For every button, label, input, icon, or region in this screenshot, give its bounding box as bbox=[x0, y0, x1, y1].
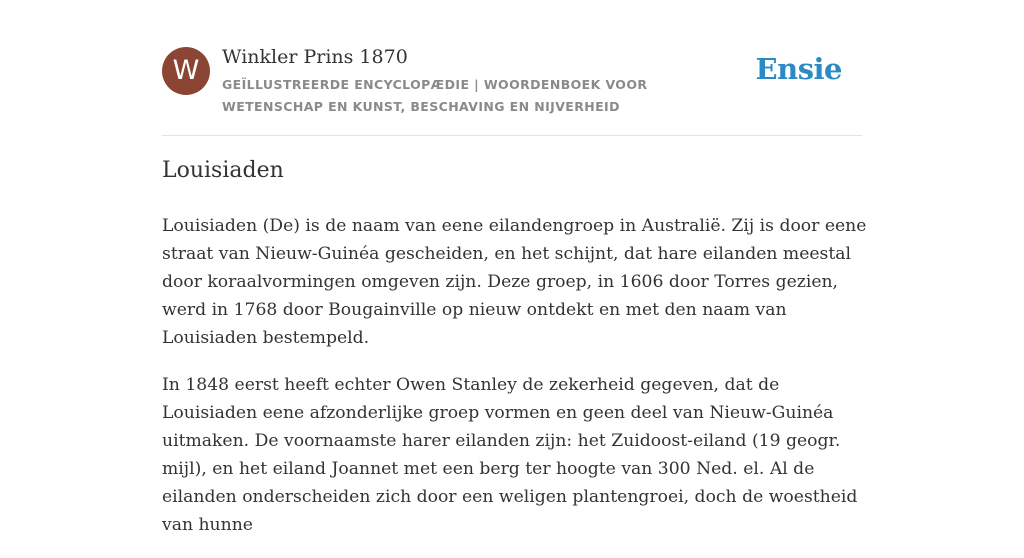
source-avatar[interactable]: W bbox=[162, 47, 210, 95]
article-paragraph: Louisiaden (De) is de naam van eene eilandengroep in Australië. Zij is door eene straat van Nieuw-Guinéa gescheiden, en het schijnt, dat hare eilanden meestal door koraalvormingen omgeven zijn. Deze groep, in 1606 door Torres gezien, werd in 1768 door Bougainville op nieuw ontdekt en met den naam van Louisiaden bestempeld. bbox=[162, 216, 867, 348]
source-header bbox=[162, 44, 862, 124]
source-title[interactable]: Winkler Prins 1870 bbox=[222, 46, 408, 68]
article-body bbox=[162, 212, 874, 558]
header-divider bbox=[162, 135, 862, 136]
article-paragraph: In 1848 eerst heeft echter Owen Stanley de zekerheid gegeven, dat de Louisiaden eene afzonderlijke groep vormen en geen deel van Nieuw-Guinéa uitmaken. De voornaamste harer eilanden zijn: het Zuidoost-eiland (19 geogr. mijl), en het eiland Joannet met een berg ter hoogte van 300 Ned. el. Al de eilanden onderscheiden zich door een weligen plantengroei, doch de woestheid van hunne bbox=[162, 375, 858, 535]
brand-logo-link[interactable]: Ensie bbox=[755, 52, 842, 86]
source-subtitle: GEÏLLUSTREERDE ENCYCLOPÆDIE | WOORDENBOEK VOOR WETENSCHAP EN KUNST, BESCHAVING EN NIJVERHEID bbox=[222, 77, 648, 114]
article-title: Louisiaden bbox=[162, 158, 284, 183]
